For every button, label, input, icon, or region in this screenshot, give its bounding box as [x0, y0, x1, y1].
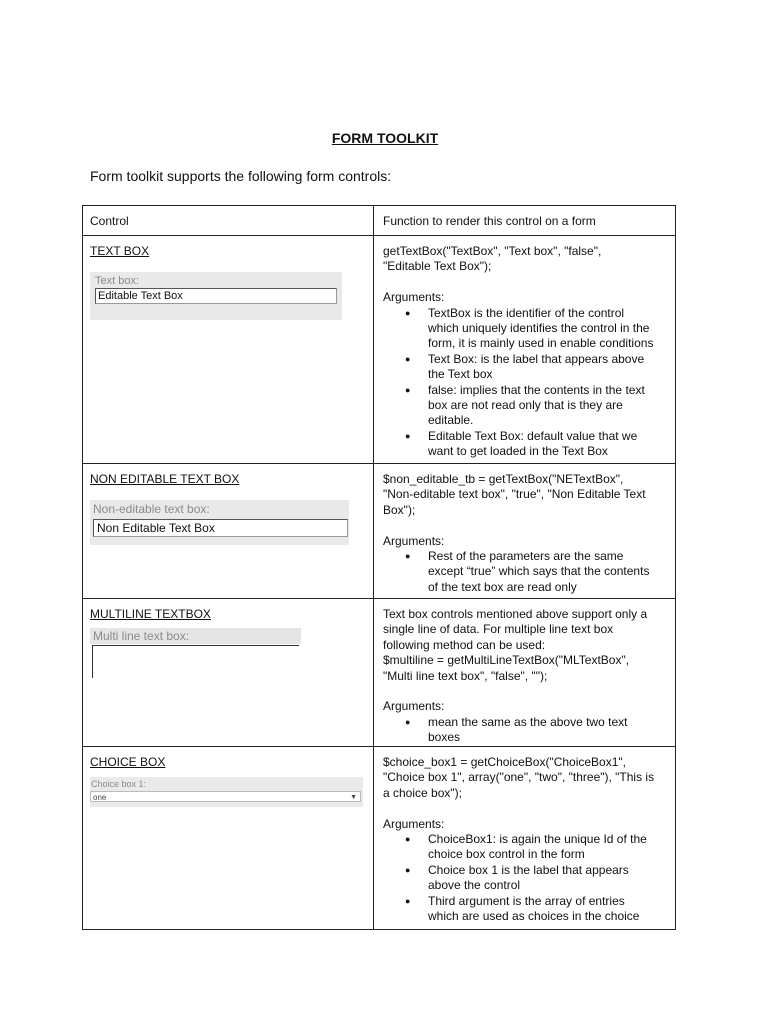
page-title: FORM TOOLKIT — [331, 130, 439, 146]
list-item-line: box are not read only that is they are — [428, 398, 623, 413]
code-line: getTextBox("TextBox", "Text box", "false", — [383, 244, 602, 258]
arguments-list — [383, 549, 667, 595]
arguments-list — [383, 715, 667, 746]
text-box-preview-label: Text box: — [95, 275, 140, 288]
list-item-line: ● TextBox is the identifier of the control — [428, 305, 625, 320]
table-row — [83, 747, 676, 930]
function-cell — [374, 464, 676, 599]
control-name: CHOICE BOX — [90, 755, 166, 769]
list-item-line: except “true” which says that the contents — [428, 564, 650, 579]
multiline-preview-area — [92, 645, 299, 678]
arguments-label: Arguments: — [383, 699, 445, 714]
code-line: $multiline = getMultiLineTextBox("MLTextBox", — [383, 653, 630, 668]
table-header-row — [83, 206, 676, 236]
list-item-line: form, it is mainly used in enable conditions — [428, 336, 654, 351]
list-item-line: choice box control in the form — [428, 847, 585, 862]
list-item — [428, 306, 667, 352]
control-name: TEXT BOX — [90, 244, 150, 258]
list-item-line: which are used as choices in the choice — [428, 909, 640, 924]
list-item-line: which uniquely identifies the control in the — [428, 321, 650, 336]
header-control: Control — [83, 206, 374, 236]
list-item-line: the Text box — [428, 367, 493, 382]
list-item — [428, 715, 667, 746]
list-item — [428, 894, 667, 925]
arguments-label: Arguments: — [383, 816, 445, 831]
list-item — [428, 863, 667, 894]
choice-box-preview-label: Choice box 1: — [91, 779, 147, 790]
list-item — [428, 429, 667, 460]
function-cell — [374, 747, 676, 930]
code-line: following method can be used: — [383, 637, 546, 652]
arguments-label: Arguments: — [383, 290, 445, 305]
dropdown-arrow-icon: ▼ — [350, 794, 357, 802]
multiline-preview-label: Multi line text box: — [93, 629, 190, 644]
list-item-line: ● Third argument is the array of entries — [428, 893, 625, 908]
code-line: "Editable Text Box"); — [383, 259, 492, 274]
list-item — [428, 549, 667, 595]
code-line: Box"); — [383, 502, 416, 517]
multiline-text-box-preview — [90, 628, 301, 680]
list-item-line: ● ChoiceBox1: is again the unique Id of the — [428, 832, 647, 847]
code-line: Text box controls mentioned above support only a — [383, 607, 648, 621]
controls-table — [82, 205, 676, 930]
list-item — [428, 352, 667, 383]
list-item-line: editable. — [428, 413, 474, 428]
table-row — [83, 236, 676, 464]
list-item-line: ● Rest of the parameters are the same — [428, 549, 624, 564]
list-item — [428, 832, 667, 863]
choice-box-preview-value: one — [93, 793, 107, 803]
list-item-line: want to get loaded in the Text Box — [428, 444, 608, 459]
list-item-line: boxes — [428, 730, 461, 745]
control-cell — [83, 464, 374, 599]
list-item-line: above the control — [428, 878, 521, 893]
list-item-line: ● Choice box 1 is the label that appears — [428, 862, 629, 877]
text-box-preview — [90, 272, 342, 320]
list-item-line: ● mean the same as the above two text — [428, 714, 628, 729]
arguments-list — [383, 832, 667, 924]
code-line: $non_editable_tb = getTextBox("NETextBox", — [383, 472, 624, 486]
code-line: "Choice box 1", array("one", "two", "three"), "This is — [383, 770, 655, 785]
arguments-list — [383, 306, 667, 460]
code-line: a choice box"); — [383, 785, 462, 800]
non-editable-preview-label: Non-editable text box: — [93, 502, 210, 517]
text-box-preview-field: Editable Text Box — [95, 288, 337, 304]
table-row — [83, 464, 676, 599]
choice-box-preview — [90, 777, 363, 807]
code-line: "Multi line text box", "false", ""); — [383, 668, 548, 683]
control-cell — [83, 236, 374, 464]
function-cell — [374, 236, 676, 464]
code-line: single line of data. For multiple line text box — [383, 622, 614, 637]
choice-box-preview-select — [90, 791, 361, 802]
non-editable-text-box-preview — [90, 500, 349, 545]
control-cell — [83, 599, 374, 747]
intro-text: Form toolkit supports the following form controls: — [90, 168, 392, 184]
code-line: "Non-editable text box", "true", "Non Editable Text — [383, 487, 646, 502]
control-cell — [83, 747, 374, 930]
code-line: $choice_box1 = getChoiceBox("ChoiceBox1", — [383, 755, 626, 769]
control-name: MULTILINE TEXTBOX — [90, 607, 211, 621]
arguments-label: Arguments: — [383, 533, 445, 548]
list-item — [428, 383, 667, 429]
non-editable-preview-field: Non Editable Text Box — [93, 519, 348, 537]
list-item-line: ● false: implies that the contents in the text — [428, 382, 645, 397]
function-cell — [374, 599, 676, 747]
table-row — [83, 599, 676, 747]
list-item-line: of the text box are read only — [428, 579, 577, 594]
list-item-line: ● Text Box: is the label that appears above — [428, 351, 645, 366]
list-item-line: ● Editable Text Box: default value that we — [428, 428, 638, 443]
header-function: Function to render this control on a form — [374, 206, 676, 236]
control-name: NON EDITABLE TEXT BOX — [90, 472, 240, 486]
